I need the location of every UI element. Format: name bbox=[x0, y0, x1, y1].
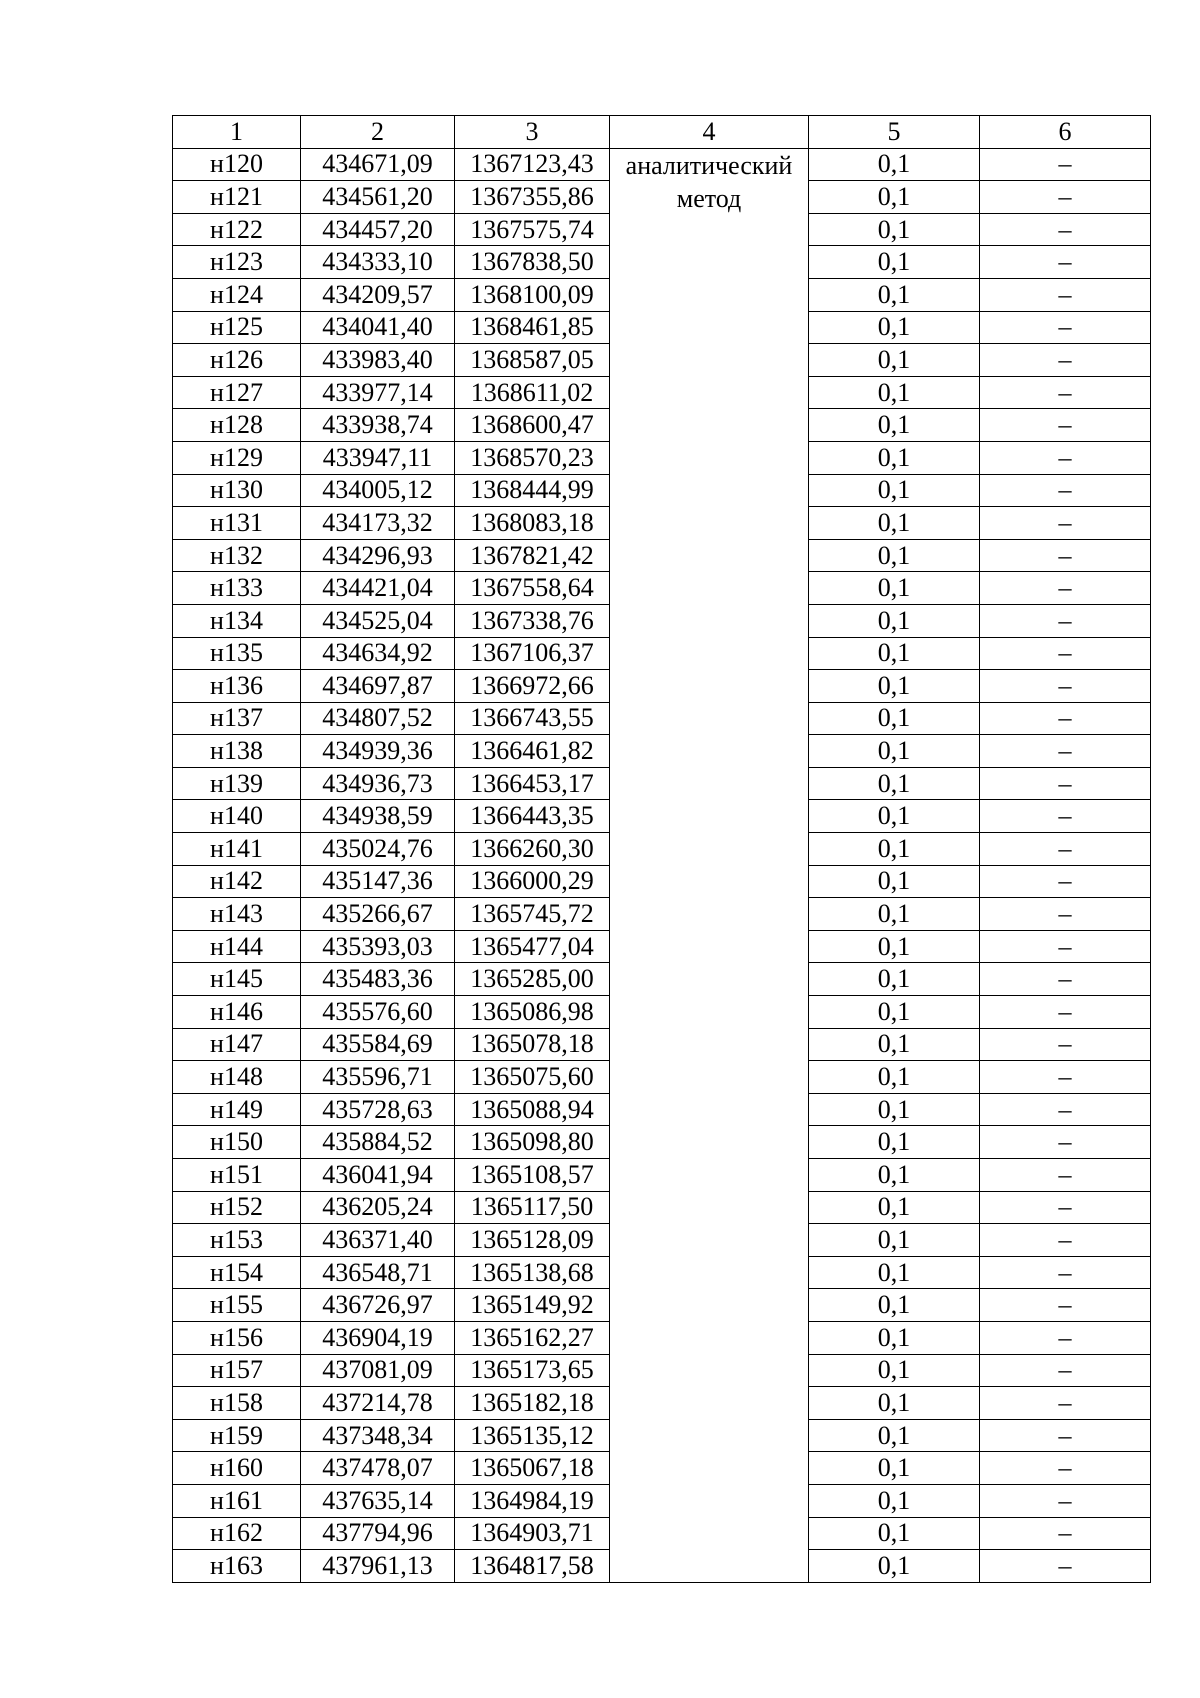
y-coordinate-cell: 1365078,18 bbox=[455, 1028, 610, 1061]
y-coordinate-cell: 1366453,17 bbox=[455, 767, 610, 800]
x-coordinate-cell: 435147,36 bbox=[301, 865, 455, 898]
dash-cell: – bbox=[980, 1452, 1151, 1485]
dash-cell: – bbox=[980, 1159, 1151, 1192]
accuracy-cell: 0,1 bbox=[809, 800, 980, 833]
point-name-cell: н139 bbox=[173, 767, 301, 800]
x-coordinate-cell: 434173,32 bbox=[301, 507, 455, 540]
point-name-cell: н148 bbox=[173, 1061, 301, 1094]
x-coordinate-cell: 437961,13 bbox=[301, 1550, 455, 1583]
point-name-cell: н138 bbox=[173, 735, 301, 768]
x-coordinate-cell: 434697,87 bbox=[301, 670, 455, 703]
point-name-cell: н150 bbox=[173, 1126, 301, 1159]
point-name-cell: н153 bbox=[173, 1224, 301, 1257]
accuracy-cell: 0,1 bbox=[809, 441, 980, 474]
x-coordinate-cell: 434936,73 bbox=[301, 767, 455, 800]
y-coordinate-cell: 1365088,94 bbox=[455, 1093, 610, 1126]
header-cell-6: 6 bbox=[980, 116, 1151, 149]
dash-cell: – bbox=[980, 800, 1151, 833]
y-coordinate-cell: 1366260,30 bbox=[455, 833, 610, 866]
dash-cell: – bbox=[980, 441, 1151, 474]
y-coordinate-cell: 1365135,12 bbox=[455, 1419, 610, 1452]
dash-cell: – bbox=[980, 1484, 1151, 1517]
header-cell-4: 4 bbox=[610, 116, 809, 149]
accuracy-cell: 0,1 bbox=[809, 1452, 980, 1485]
point-name-cell: н136 bbox=[173, 670, 301, 703]
dash-cell: – bbox=[980, 148, 1151, 181]
y-coordinate-cell: 1364903,71 bbox=[455, 1517, 610, 1550]
x-coordinate-cell: 434939,36 bbox=[301, 735, 455, 768]
x-coordinate-cell: 435483,36 bbox=[301, 963, 455, 996]
dash-cell: – bbox=[980, 963, 1151, 996]
point-name-cell: н154 bbox=[173, 1256, 301, 1289]
accuracy-cell: 0,1 bbox=[809, 572, 980, 605]
point-name-cell: н143 bbox=[173, 898, 301, 931]
header-cell-2: 2 bbox=[301, 116, 455, 149]
x-coordinate-cell: 436371,40 bbox=[301, 1224, 455, 1257]
dash-cell: – bbox=[980, 1061, 1151, 1094]
point-name-cell: н142 bbox=[173, 865, 301, 898]
dash-cell: – bbox=[980, 474, 1151, 507]
y-coordinate-cell: 1367355,86 bbox=[455, 181, 610, 214]
point-name-cell: н126 bbox=[173, 344, 301, 377]
x-coordinate-cell: 436548,71 bbox=[301, 1256, 455, 1289]
accuracy-cell: 0,1 bbox=[809, 376, 980, 409]
dash-cell: – bbox=[980, 376, 1151, 409]
dash-cell: – bbox=[980, 1191, 1151, 1224]
accuracy-cell: 0,1 bbox=[809, 996, 980, 1029]
method-cell bbox=[610, 148, 809, 1582]
y-coordinate-cell: 1366443,35 bbox=[455, 800, 610, 833]
point-name-cell: н158 bbox=[173, 1387, 301, 1420]
dash-cell: – bbox=[980, 1419, 1151, 1452]
x-coordinate-cell: 434525,04 bbox=[301, 604, 455, 637]
accuracy-cell: 0,1 bbox=[809, 474, 980, 507]
y-coordinate-cell: 1365745,72 bbox=[455, 898, 610, 931]
x-coordinate-cell: 433947,11 bbox=[301, 441, 455, 474]
y-coordinate-cell: 1364984,19 bbox=[455, 1484, 610, 1517]
point-name-cell: н156 bbox=[173, 1321, 301, 1354]
method-text-line: метод bbox=[676, 183, 742, 213]
point-name-cell: н140 bbox=[173, 800, 301, 833]
dash-cell: – bbox=[980, 539, 1151, 572]
dash-cell: – bbox=[980, 507, 1151, 540]
y-coordinate-cell: 1367558,64 bbox=[455, 572, 610, 605]
coordinates-table bbox=[172, 115, 1151, 1583]
point-name-cell: н155 bbox=[173, 1289, 301, 1322]
x-coordinate-cell: 435393,03 bbox=[301, 930, 455, 963]
dash-cell: – bbox=[980, 996, 1151, 1029]
x-coordinate-cell: 435596,71 bbox=[301, 1061, 455, 1094]
point-name-cell: н123 bbox=[173, 246, 301, 279]
y-coordinate-cell: 1368570,23 bbox=[455, 441, 610, 474]
point-name-cell: н120 bbox=[173, 148, 301, 181]
accuracy-cell: 0,1 bbox=[809, 344, 980, 377]
accuracy-cell: 0,1 bbox=[809, 833, 980, 866]
x-coordinate-cell: 436041,94 bbox=[301, 1159, 455, 1192]
dash-cell: – bbox=[980, 572, 1151, 605]
x-coordinate-cell: 434807,52 bbox=[301, 702, 455, 735]
dash-cell: – bbox=[980, 637, 1151, 670]
y-coordinate-cell: 1365067,18 bbox=[455, 1452, 610, 1485]
accuracy-cell: 0,1 bbox=[809, 1028, 980, 1061]
dash-cell: – bbox=[980, 865, 1151, 898]
point-name-cell: н125 bbox=[173, 311, 301, 344]
y-coordinate-cell: 1368100,09 bbox=[455, 278, 610, 311]
y-coordinate-cell: 1368461,85 bbox=[455, 311, 610, 344]
y-coordinate-cell: 1367838,50 bbox=[455, 246, 610, 279]
x-coordinate-cell: 437348,34 bbox=[301, 1419, 455, 1452]
y-coordinate-cell: 1366461,82 bbox=[455, 735, 610, 768]
accuracy-cell: 0,1 bbox=[809, 1387, 980, 1420]
x-coordinate-cell: 434671,09 bbox=[301, 148, 455, 181]
x-coordinate-cell: 434041,40 bbox=[301, 311, 455, 344]
y-coordinate-cell: 1368611,02 bbox=[455, 376, 610, 409]
x-coordinate-cell: 434333,10 bbox=[301, 246, 455, 279]
y-coordinate-cell: 1365108,57 bbox=[455, 1159, 610, 1192]
dash-cell: – bbox=[980, 1224, 1151, 1257]
header-cell-5: 5 bbox=[809, 116, 980, 149]
accuracy-cell: 0,1 bbox=[809, 963, 980, 996]
point-name-cell: н130 bbox=[173, 474, 301, 507]
accuracy-cell: 0,1 bbox=[809, 246, 980, 279]
accuracy-cell: 0,1 bbox=[809, 181, 980, 214]
point-name-cell: н146 bbox=[173, 996, 301, 1029]
accuracy-cell: 0,1 bbox=[809, 1289, 980, 1322]
dash-cell: – bbox=[980, 409, 1151, 442]
accuracy-cell: 0,1 bbox=[809, 767, 980, 800]
dash-cell: – bbox=[980, 1093, 1151, 1126]
y-coordinate-cell: 1368083,18 bbox=[455, 507, 610, 540]
y-coordinate-cell: 1366743,55 bbox=[455, 702, 610, 735]
dash-cell: – bbox=[980, 1289, 1151, 1322]
header-cell-3: 3 bbox=[455, 116, 610, 149]
x-coordinate-cell: 436726,97 bbox=[301, 1289, 455, 1322]
accuracy-cell: 0,1 bbox=[809, 604, 980, 637]
dash-cell: – bbox=[980, 311, 1151, 344]
point-name-cell: н134 bbox=[173, 604, 301, 637]
x-coordinate-cell: 435884,52 bbox=[301, 1126, 455, 1159]
x-coordinate-cell: 437081,09 bbox=[301, 1354, 455, 1387]
point-name-cell: н129 bbox=[173, 441, 301, 474]
point-name-cell: н157 bbox=[173, 1354, 301, 1387]
accuracy-cell: 0,1 bbox=[809, 409, 980, 442]
accuracy-cell: 0,1 bbox=[809, 930, 980, 963]
y-coordinate-cell: 1365128,09 bbox=[455, 1224, 610, 1257]
point-name-cell: н121 bbox=[173, 181, 301, 214]
point-name-cell: н161 bbox=[173, 1484, 301, 1517]
dash-cell: – bbox=[980, 1517, 1151, 1550]
dash-cell: – bbox=[980, 670, 1151, 703]
dash-cell: – bbox=[980, 702, 1151, 735]
accuracy-cell: 0,1 bbox=[809, 539, 980, 572]
accuracy-cell: 0,1 bbox=[809, 735, 980, 768]
accuracy-cell: 0,1 bbox=[809, 898, 980, 931]
y-coordinate-cell: 1364817,58 bbox=[455, 1550, 610, 1583]
x-coordinate-cell: 434938,59 bbox=[301, 800, 455, 833]
y-coordinate-cell: 1367123,43 bbox=[455, 148, 610, 181]
point-name-cell: н137 bbox=[173, 702, 301, 735]
x-coordinate-cell: 434561,20 bbox=[301, 181, 455, 214]
y-coordinate-cell: 1365086,98 bbox=[455, 996, 610, 1029]
dash-cell: – bbox=[980, 604, 1151, 637]
point-name-cell: н163 bbox=[173, 1550, 301, 1583]
dash-cell: – bbox=[980, 898, 1151, 931]
y-coordinate-cell: 1368600,47 bbox=[455, 409, 610, 442]
accuracy-cell: 0,1 bbox=[809, 1224, 980, 1257]
dash-cell: – bbox=[980, 930, 1151, 963]
point-name-cell: н127 bbox=[173, 376, 301, 409]
dash-cell: – bbox=[980, 213, 1151, 246]
accuracy-cell: 0,1 bbox=[809, 148, 980, 181]
dash-cell: – bbox=[980, 1354, 1151, 1387]
point-name-cell: н162 bbox=[173, 1517, 301, 1550]
x-coordinate-cell: 436205,24 bbox=[301, 1191, 455, 1224]
y-coordinate-cell: 1367575,74 bbox=[455, 213, 610, 246]
dash-cell: – bbox=[980, 1126, 1151, 1159]
y-coordinate-cell: 1366000,29 bbox=[455, 865, 610, 898]
x-coordinate-cell: 433983,40 bbox=[301, 344, 455, 377]
point-name-cell: н128 bbox=[173, 409, 301, 442]
dash-cell: – bbox=[980, 833, 1151, 866]
accuracy-cell: 0,1 bbox=[809, 1484, 980, 1517]
y-coordinate-cell: 1367106,37 bbox=[455, 637, 610, 670]
accuracy-cell: 0,1 bbox=[809, 1419, 980, 1452]
x-coordinate-cell: 434457,20 bbox=[301, 213, 455, 246]
accuracy-cell: 0,1 bbox=[809, 213, 980, 246]
accuracy-cell: 0,1 bbox=[809, 1354, 980, 1387]
x-coordinate-cell: 437635,14 bbox=[301, 1484, 455, 1517]
x-coordinate-cell: 437794,96 bbox=[301, 1517, 455, 1550]
x-coordinate-cell: 435024,76 bbox=[301, 833, 455, 866]
point-name-cell: н135 bbox=[173, 637, 301, 670]
y-coordinate-cell: 1365075,60 bbox=[455, 1061, 610, 1094]
accuracy-cell: 0,1 bbox=[809, 1093, 980, 1126]
y-coordinate-cell: 1367821,42 bbox=[455, 539, 610, 572]
x-coordinate-cell: 435266,67 bbox=[301, 898, 455, 931]
accuracy-cell: 0,1 bbox=[809, 1159, 980, 1192]
y-coordinate-cell: 1365285,00 bbox=[455, 963, 610, 996]
table-body bbox=[173, 116, 1151, 1583]
y-coordinate-cell: 1368587,05 bbox=[455, 344, 610, 377]
point-name-cell: н133 bbox=[173, 572, 301, 605]
y-coordinate-cell: 1368444,99 bbox=[455, 474, 610, 507]
x-coordinate-cell: 435576,60 bbox=[301, 996, 455, 1029]
dash-cell: – bbox=[980, 181, 1151, 214]
header-row bbox=[173, 116, 1151, 149]
dash-cell: – bbox=[980, 735, 1151, 768]
dash-cell: – bbox=[980, 767, 1151, 800]
y-coordinate-cell: 1365117,50 bbox=[455, 1191, 610, 1224]
x-coordinate-cell: 437478,07 bbox=[301, 1452, 455, 1485]
accuracy-cell: 0,1 bbox=[809, 670, 980, 703]
x-coordinate-cell: 434005,12 bbox=[301, 474, 455, 507]
accuracy-cell: 0,1 bbox=[809, 1191, 980, 1224]
y-coordinate-cell: 1365162,27 bbox=[455, 1321, 610, 1354]
point-name-cell: н147 bbox=[173, 1028, 301, 1061]
point-name-cell: н144 bbox=[173, 930, 301, 963]
dash-cell: – bbox=[980, 344, 1151, 377]
dash-cell: – bbox=[980, 278, 1151, 311]
point-name-cell: н131 bbox=[173, 507, 301, 540]
y-coordinate-cell: 1366972,66 bbox=[455, 670, 610, 703]
dash-cell: – bbox=[980, 1550, 1151, 1583]
header-cell-1: 1 bbox=[173, 116, 301, 149]
point-name-cell: н122 bbox=[173, 213, 301, 246]
point-name-cell: н132 bbox=[173, 539, 301, 572]
y-coordinate-cell: 1365173,65 bbox=[455, 1354, 610, 1387]
x-coordinate-cell: 434421,04 bbox=[301, 572, 455, 605]
dash-cell: – bbox=[980, 1256, 1151, 1289]
y-coordinate-cell: 1365477,04 bbox=[455, 930, 610, 963]
method-text-line: аналитический bbox=[625, 150, 793, 180]
point-name-cell: н145 bbox=[173, 963, 301, 996]
x-coordinate-cell: 435584,69 bbox=[301, 1028, 455, 1061]
accuracy-cell: 0,1 bbox=[809, 1256, 980, 1289]
x-coordinate-cell: 434634,92 bbox=[301, 637, 455, 670]
table-row bbox=[173, 148, 1151, 181]
accuracy-cell: 0,1 bbox=[809, 702, 980, 735]
accuracy-cell: 0,1 bbox=[809, 278, 980, 311]
y-coordinate-cell: 1365138,68 bbox=[455, 1256, 610, 1289]
dash-cell: – bbox=[980, 1387, 1151, 1420]
y-coordinate-cell: 1367338,76 bbox=[455, 604, 610, 637]
dash-cell: – bbox=[980, 1321, 1151, 1354]
accuracy-cell: 0,1 bbox=[809, 1061, 980, 1094]
accuracy-cell: 0,1 bbox=[809, 1126, 980, 1159]
dash-cell: – bbox=[980, 1028, 1151, 1061]
point-name-cell: н159 bbox=[173, 1419, 301, 1452]
y-coordinate-cell: 1365098,80 bbox=[455, 1126, 610, 1159]
accuracy-cell: 0,1 bbox=[809, 1321, 980, 1354]
accuracy-cell: 0,1 bbox=[809, 311, 980, 344]
y-coordinate-cell: 1365182,18 bbox=[455, 1387, 610, 1420]
x-coordinate-cell: 433938,74 bbox=[301, 409, 455, 442]
point-name-cell: н151 bbox=[173, 1159, 301, 1192]
x-coordinate-cell: 436904,19 bbox=[301, 1321, 455, 1354]
x-coordinate-cell: 434209,57 bbox=[301, 278, 455, 311]
point-name-cell: н152 bbox=[173, 1191, 301, 1224]
accuracy-cell: 0,1 bbox=[809, 507, 980, 540]
point-name-cell: н141 bbox=[173, 833, 301, 866]
point-name-cell: н124 bbox=[173, 278, 301, 311]
accuracy-cell: 0,1 bbox=[809, 1550, 980, 1583]
accuracy-cell: 0,1 bbox=[809, 1517, 980, 1550]
x-coordinate-cell: 435728,63 bbox=[301, 1093, 455, 1126]
x-coordinate-cell: 434296,93 bbox=[301, 539, 455, 572]
point-name-cell: н160 bbox=[173, 1452, 301, 1485]
x-coordinate-cell: 437214,78 bbox=[301, 1387, 455, 1420]
dash-cell: – bbox=[980, 246, 1151, 279]
point-name-cell: н149 bbox=[173, 1093, 301, 1126]
y-coordinate-cell: 1365149,92 bbox=[455, 1289, 610, 1322]
x-coordinate-cell: 433977,14 bbox=[301, 376, 455, 409]
accuracy-cell: 0,1 bbox=[809, 865, 980, 898]
accuracy-cell: 0,1 bbox=[809, 637, 980, 670]
